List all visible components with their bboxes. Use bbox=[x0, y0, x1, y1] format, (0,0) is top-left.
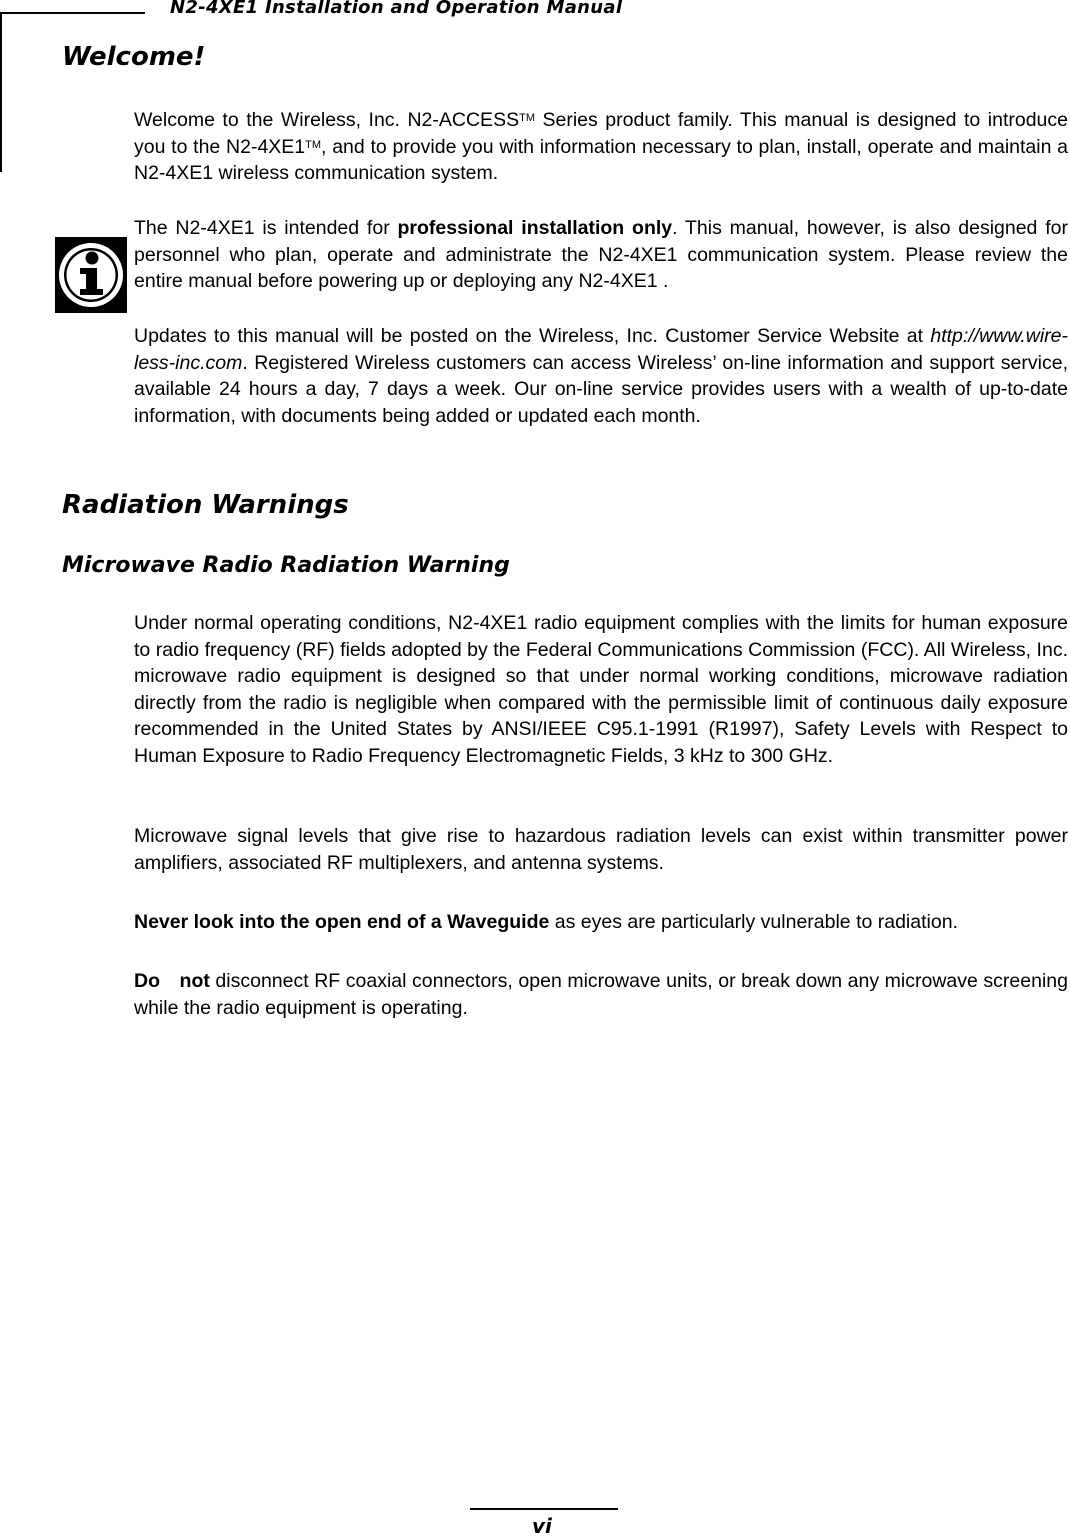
trademark-mark: TM bbox=[305, 138, 322, 151]
updates-text-b: . Registered Wireless customers can access Wireless’ on-line information and support service, available 24 hours a day, 7 days a week. Our on-line service provides users with a wealth of up-to-date information, with documents being added or updated each month. bbox=[134, 351, 1068, 427]
installation-paragraph bbox=[134, 215, 1068, 295]
radiation-warnings-heading: Radiation Warnings bbox=[62, 490, 349, 520]
microwave-warning-subheading: Microwave Radio Radiation Warning bbox=[62, 553, 510, 578]
header-title: N2-4XE1 Installation and Operation Manual bbox=[170, 0, 623, 18]
waveguide-warning-emphasis: Never look into the open end of a Waveguide bbox=[134, 911, 550, 933]
do-not-text: disconnect RF coaxial connectors, open microwave units, or break down any microwave screening while the radio equipment is operating. bbox=[134, 970, 1068, 1019]
waveguide-warning-text: as eyes are particularly vulnerable to radiation. bbox=[549, 911, 958, 933]
updates-paragraph bbox=[134, 323, 1068, 429]
website-link[interactable]: http://www.wire-less-inc.com bbox=[134, 325, 1068, 374]
signal-levels-paragraph: Microwave signal levels that give rise to hazardous radiation levels can exist within transmitter power amplifiers, associated RF multiplexers, and antenna systems. bbox=[134, 825, 1068, 874]
installation-text-b: . This manual, however, is also designed for personnel who plan, operate and administrate the N2-4XE1 communication system. Please review the entire manual before powering up or deploying any N2-4XE1 . bbox=[134, 217, 1068, 293]
header-rule bbox=[0, 12, 145, 14]
waveguide-warning-paragraph bbox=[134, 909, 1068, 936]
do-not-emphasis: Do not bbox=[134, 970, 210, 992]
welcome-text-a: Welcome to the Wireless, Inc. N2-ACCESS bbox=[134, 109, 520, 131]
welcome-heading: Welcome! bbox=[62, 42, 206, 72]
page-number: vi bbox=[532, 1514, 552, 1538]
header-side-rule bbox=[0, 12, 2, 172]
do-not-disconnect-paragraph bbox=[134, 968, 1068, 1021]
fcc-compliance-paragraph: Under normal operating conditions, N2-4XE1 radio equipment complies with the limits for human exposure to radio frequency (RF) fields adopted by the Federal Communications Commission (FCC). All Wireless, Inc. microwave radio equipment is designed so that under normal working conditions, microwave radiation directly from the radio is negligible when compared with the permissible limit of continuous daily exposure recommended in the United States by ANSI/IEEE C95.1-1991 (R1997), Safety Levels with Respect to Human Exposure to Radio Frequency Electromagnetic Fields, 3 kHz to 300 GHz. bbox=[134, 612, 1068, 767]
welcome-text-c: , and to provide you with information necessary to plan, install, operate and maintain a N2-4XE1 wireless communication system. bbox=[134, 135, 1069, 185]
welcome-text-b: Series product family. This manual is designed to introduce you to the N2-4XE1 bbox=[134, 109, 1069, 158]
professional-installation-emphasis: professional installation only bbox=[397, 217, 673, 239]
welcome-paragraph bbox=[134, 107, 1068, 187]
footer-rule bbox=[470, 1508, 618, 1510]
installation-text-a: The N2-4XE1 is intended for bbox=[134, 217, 398, 239]
updates-text-a: Updates to this manual will be posted on the Wireless, Inc. Customer Service Website at bbox=[134, 325, 931, 347]
trademark-mark: TM bbox=[519, 112, 535, 124]
info-icon bbox=[55, 237, 127, 313]
